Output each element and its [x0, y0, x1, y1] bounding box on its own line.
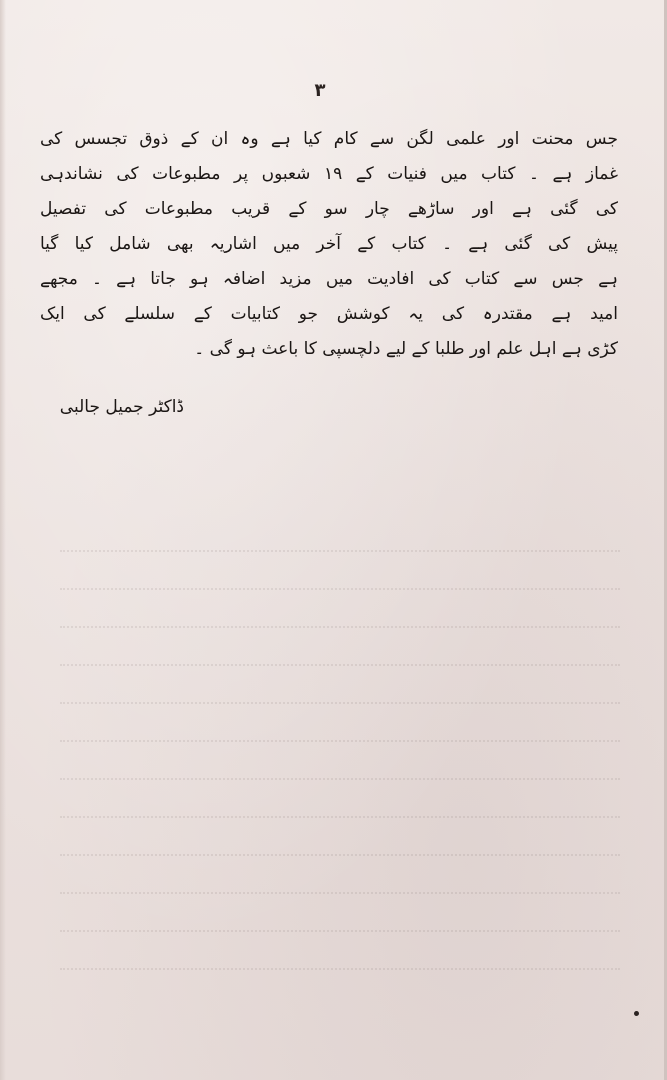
text-line: غماز ہے ۔ کتاب میں فنیات کے ۱۹ شعبوں پر مطبوعات کی نشاندہی	[40, 164, 618, 184]
page-left-edge	[0, 0, 6, 1080]
page-number: ۳	[314, 80, 326, 101]
body-paragraph	[40, 122, 618, 367]
signature-name: ڈاکٹر جمیل جالبی	[59, 397, 184, 417]
text-line: امید ہے مقتدرہ کی یہ کوشش جو کتابیات کے سلسلے کی ایک	[40, 304, 618, 324]
text-line: جس محنت اور علمی لگن سے کام کیا ہے وہ ان کے ذوق تجسس کی	[40, 129, 618, 149]
text-line: کڑی ہے اہل علم اور طلبا کے لیے دلچسپی کا باعث ہو گی ۔	[194, 339, 618, 359]
show-through-text	[60, 520, 620, 980]
ink-speck	[634, 1011, 639, 1016]
text-line: پیش کی گئی ہے ۔ کتاب کے آخر میں اشاریہ بھی شامل کیا گیا	[40, 234, 618, 254]
text-line: کی گئی ہے اور ساڑھے چار سو کے قریب مطبوعات کی تفصیل	[40, 199, 618, 219]
text-line: ہے جس سے کتاب کی افادیت میں مزید اضافہ ہو جاتا ہے ۔ مجھے	[40, 269, 618, 289]
